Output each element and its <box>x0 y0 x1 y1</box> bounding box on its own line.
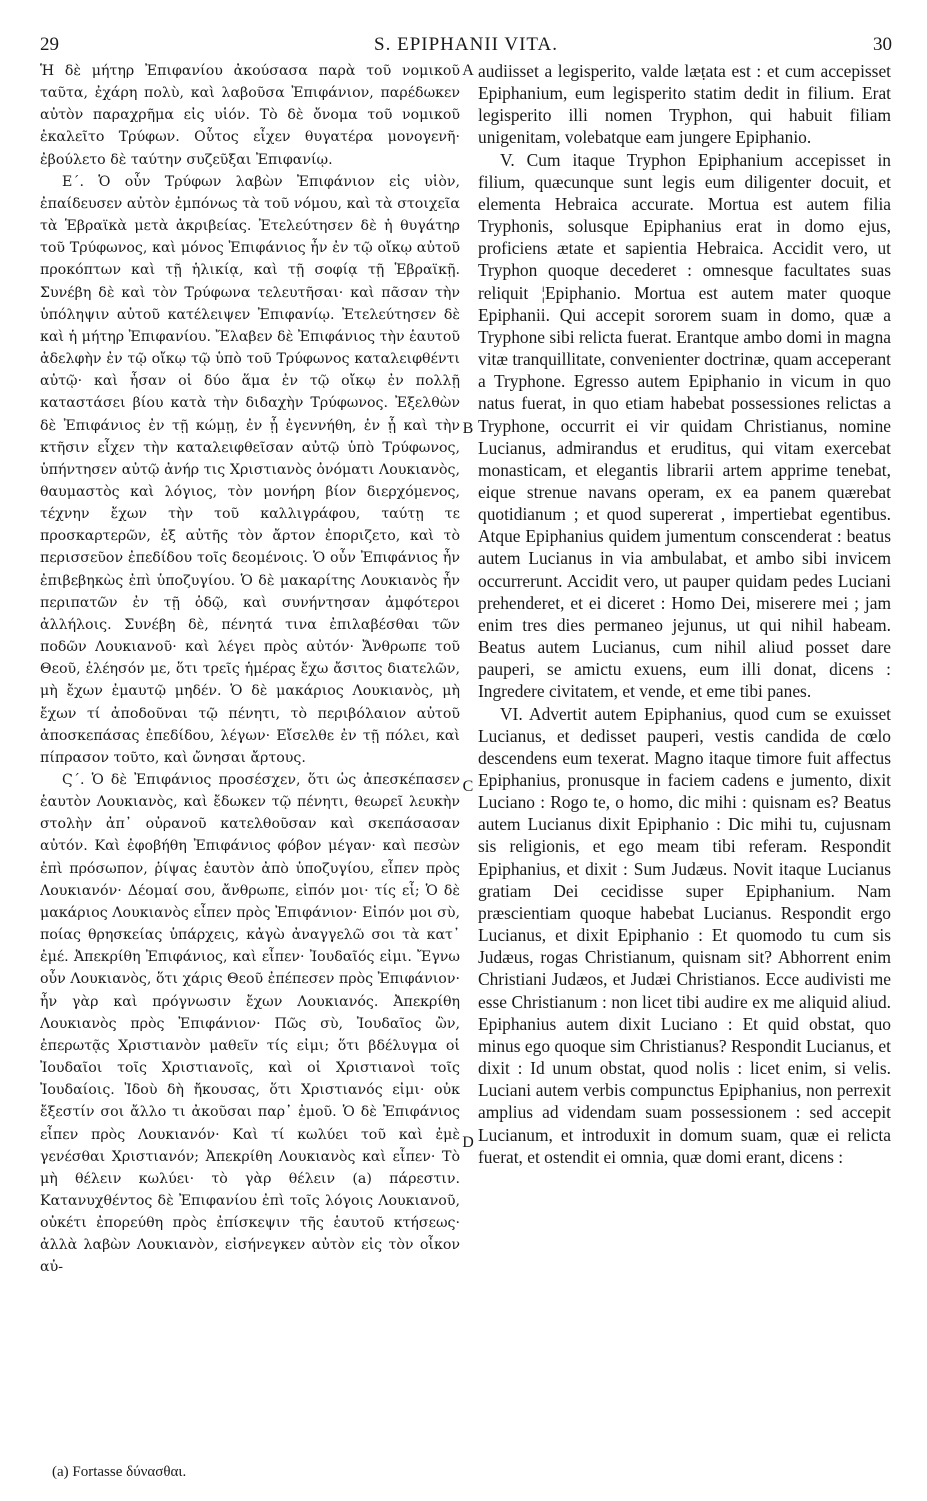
footnote: (a) Fortasse δύνασθαι. <box>52 1464 187 1480</box>
margin-letter-b: B <box>462 420 474 437</box>
latin-paragraph-6: VI. Advertit autem Epiphanius, quod cum se exuisset Lucianus, et dedisset pauperi, vestis candida de cœlo descendens eum texerat. Magno itaque timore fuit affectus Epiphanius, pronusque in faciem cadens e jumento, dixit Luciano : Rogo te, o homo, dic mihi : quisnam es? Beatus autem Lucianus dixit Epiphanio : Dic mihi tu, cujusnam sis religionis, et ego meam tibi referam. Respondit Epiphanius, et dixit : Sum Judæus. Novit itaque Lucianus gratiam Dei cecidisse super Epiphanium. Nam præscientiam quoque habebat Lucianus. Respondit ergo Lucianus, et dixit Epiphanio : Et quomodo tu cum sis Judæus, rogas Christianum, quisnam sit? Abhorrent enim Christiani Judæos, et Judæi Christianos. Ecce audivisti me esse Christianum : non licet tibi audire ex me aliquid aliud. Epiphanius autem dixit Luciano : Et quid obstat, quo minus ego quoque sim Christianus? Respondit Lucianus, et dixit : Id unum obstat, quod nolis : licet enim, si velis. Luciani autem verbis compunctus Epiphanius, non perrexit amplius ad videndam suam possessionem : sed accepit Lucianum, et introduxit in domum suam, quæ ei relicta fuerat, et ostendit ei omnia, quæ domi erant, dicens : <box>478 703 891 1167</box>
margin-letter-a: A <box>462 62 474 79</box>
latin-paragraph-1: audiisset a legisperito, valde læṭata est : et cum accepisset Epiphanium, eum legisperito statim dedit in filium. Erat legisperito illi nomen Tryphon, qui habuit filiam unigenitam, volebatque eam jungere Epiphanio. <box>478 61 891 148</box>
page-header <box>40 34 892 58</box>
margin-letter-d: D <box>462 1134 474 1151</box>
greek-paragraph-1: Ἡ δὲ μήτηρ Ἐπιφανίου ἀκούσασα παρὰ τοῦ νομικοῦ ταῦτα, ἐχάρη πολὺ, καὶ λαβοῦσα Ἐπιφάνιον, παρέδωκεν αὐτὸν παραχρῆμα εἰς υἱόν. Τὸ δὲ ὄνομα τοῦ νομικοῦ ἐκαλεῖτο Τρύφων. Οὗτος εἶχεν θυγατέρα μονογενῆ· ἐβούλετο δὲ ταύτην συζεῦξαι Ἐπιφανίῳ. <box>40 63 460 168</box>
latin-column <box>478 60 891 1452</box>
greek-column <box>40 60 460 1452</box>
page-number-right: 30 <box>873 34 892 55</box>
running-title: S. EPIPHANII VITA. <box>374 34 558 55</box>
greek-paragraph-6: Ϛ΄. Ὁ δὲ Ἐπιφάνιος προσέσχεν, ὅτι ὡς ἀπεσκέπασεν ἑαυτὸν Λουκιανὸς, καὶ ἔδωκεν τῷ πένητι, θεωρεῖ λευκὴν στολὴν ἀπ᾿ οὐρανοῦ κατελθοῦσαν καὶ σκεπάσασαν αὐτόν. Καὶ ἐφοβήθη Ἐπιφάνιος φόβον μέγαν· καὶ πεσὼν ἐπὶ πρόσωπον, ῥίψας ἑαυτὸν ἀπὸ ὑποζυγίου, εἶπεν πρὸς Λουκιανόν· Δέομαί σου, ἄνθρωπε, εἰπόν μοι· τίς εἶ; Ὁ δὲ μακάριος Λουκιανὸς εἶπεν πρὸς Ἐπιφάνιον· Εἰπόν μοι σὺ, ποίας θρησκείας ὑπάρχεις, κἀγὼ ἀναγγελῶ σοι τὰ κατ᾿ ἐμέ. Ἀπεκρίθη Ἐπιφάνιος, καὶ εἶπεν· Ἰουδαῖός εἰμι. Ἔγνω οὖν Λουκιανὸς, ὅτι χάρις Θεοῦ ἐπέπεσεν πρὸς Ἐπιφάνιον· ἦν γὰρ καὶ πρόγνωσιν ἔχων Λουκιανός. Ἀπεκρίθη Λουκιανὸς πρὸς Ἐπιφάνιον· Πῶς σὺ, Ἰουδαῖος ὢν, ἐπερωτᾷς Χριστιανὸν μαθεῖν τίς εἰμι; ὅτι βδέλυγμα οἱ Ἰουδαῖοι τοῖς Χριστιανοῖς, καὶ οἱ Χριστιανοὶ τοῖς Ἰουδαίοις. Ἰδοὺ δὴ ἤκουσας, ὅτι Χριστιανός εἰμι· οὐκ ἔξεστίν σοι ἄλλο τι ἀκοῦσαι παρ᾿ ἐμοῦ. Ὁ δὲ Ἐπιφάνιος εἶπεν πρὸς Λουκιανόν· Καὶ τί κωλύει τοῦ καὶ ἐμὲ γενέσθαι Χριστιανόν; Ἀπεκρίθη Λουκιανὸς καὶ εἶπεν· Τὸ μὴ θέλειν κωλύει· τὸ γὰρ θέλειν (a) πάρεστιν. Κατανυχθέντος δὲ Ἐπιφανίου ἐπὶ τοῖς λόγοις Λουκιανοῦ, οὐκέτι ἐπορεύθη πρὸς ἐπίσκεψιν τῆς ἑαυτοῦ κτήσεως· ἀλλὰ λαβὼν Λουκιανὸν, εἰσήνεγκεν αὐτὸν εἰς τὸν οἶκον αὐ- <box>40 772 460 1276</box>
greek-paragraph-5: Ε΄. Ὁ οὖν Τρύφων λαβὼν Ἐπιφάνιον εἰς υἱὸν, ἐπαίδευσεν αὐτὸν ἐμπόνως τὰ τοῦ νόμου, καὶ τὰ στοιχεῖα τὰ Ἑβραϊκὰ μετὰ ἀκριβείας. Ἐτελεύτησεν δὲ ἡ θυγάτηρ τοῦ Τρύφωνος, καὶ μόνος Ἐπιφάνιος ἦν ἐν τῷ οἴκῳ αὐτοῦ προκόπτων καὶ τῇ ἡλικίᾳ, καὶ τῇ σοφίᾳ τῇ Ἑβραϊκῇ. Συνέβη δὲ καὶ τὸν Τρύφωνα τελευτῆσαι· καὶ πᾶσαν τὴν ὑπόληψιν αὐτοῦ κατέλειψεν Ἐπιφανίῳ. Ἐτελεύτησεν δὲ καὶ ἡ μήτηρ Ἐπιφανίου. Ἔλαβεν δὲ Ἐπιφάνιος τὴν ἑαυτοῦ ἀδελφὴν ἐν τῷ οἴκῳ τῷ ὑπὸ τοῦ Τρύφωνος καταλειφθέντι αὐτῷ· καὶ ἦσαν οἱ δύο ἅμα ἐν τῷ οἴκῳ ἐν πολλῇ καταστάσει βίου κατὰ τὴν διδαχὴν Τρύφωνος. Ἐξελθὼν δὲ Ἐπιφάνιος ἐν τῇ κώμῃ, ἐν ᾗ ἐγεννήθη, ἐν ᾗ καὶ τὴν κτῆσιν εἶχεν τὴν καταλειφθεῖσαν αὐτῷ ὑπὸ Τρύφωνος, ὑπήντησεν αὐτῷ ἀνήρ τις Χριστιανὸς ὀνόματι Λουκιανὸς, θαυμαστὸς καὶ λόγιος, τὸν μονήρη βίον διερχόμενος, τέχνην ἔχων τὴν τοῦ καλλιγράφου, ταύτῃ τε προσκαρτερῶν, ἐξ αὐτῆς τὸν ἄρτον ἐποριζετο, καὶ τὸ περισσεῦον ἐπεδίδου τοῖς δεομένοις. Ὁ οὖν Ἐπιφάνιος ἦν ἐπιβεβηκὼς ἐπὶ ὑποζυγίου. Ὁ δὲ μακαρίτης Λουκιανὸς ἦν περιπατῶν ἐν τῇ ὁδῷ, καὶ συνήντησαν ἀμφότεροι ἀλλήλοις. Συνέβη δὲ, πένητά τινα ἐπιλαβέσθαι τῶν ποδῶν Λουκιανοῦ· καὶ λέγει πρὸς αὐτόν· Ἄνθρωπε τοῦ Θεοῦ, ἐλέησόν με, ὅτι τρεῖς ἡμέρας ἔχω ἄσιτος διατελῶν, μὴ ἔχων ἐμαυτῷ μηδέν. Ὁ δὲ μακάριος Λουκιανὸς, μὴ ἔχων τί ἀποδοῦναι τῷ πένητι, τὸ περιβόλαιον αὐτοῦ ἀποσκεπάσας ἐπεδίδου, λέγων· Εἴσελθε ἐν τῇ πόλει, καὶ πίπρασον τοῦτο, καὶ ὤνησαι ἄρτους. <box>40 173 460 766</box>
margin-letter-c: C <box>462 778 474 795</box>
latin-paragraph-5: V. Cum itaque Tryphon Epiphanium accepisset in filium, quæcunque sunt legis eum diligenter docuit, et elementa Hebraica accurate. Mortua est autem filia Tryphonis, solusque Epiphanius erat in domo ejus, proficiens ætate et sapientia Hebraica. Accidit vero, ut Tryphon quoque decederet : omnesque facultates suas reliquit ¦Epiphanio. Mortua est autem mater quoque Epiphanii. Qui accepit sororem suam in domo, quæ a Tryphone sibi relicta fuerat. Erantque ambo domi in magna vitæ tranquillitate, convenienter doctrinæ, quam acceperant a Tryphone. Egresso autem Epiphanio in vicum in quo natus fuerat, in quo etiam habebat possessiones relictas a Tryphone, occurrit ei vir quidam Christianus, nomine Lucianus, admirandus et eruditus, qui vitam exercebat monasticam, et elegantis librarii artem apprime tenebat, eique strenue navans operam, ex ea panem quærebat quotidianum ; et quod supererat , impertiebat egentibus. Atque Epiphanius quidem jumentum conscenderat : beatus autem Lucianus in via ambulabat, et ambo sibi invicem occurrerunt. Accidit vero, ut pauper quidam pedes Luciani prehenderet, et ei diceret : Homo Dei, miserere mei ; jam enim tres dies permaneo jejunus, ut qui nihil habeam. Beatus autem Lucianus, cum nihil aliud posset dare pauperi, se amictu exuens, eum illi donat, dicens : Ingredere civitatem, et vende, et eme tibi panes. <box>478 149 891 702</box>
page-number-left: 29 <box>40 34 59 55</box>
